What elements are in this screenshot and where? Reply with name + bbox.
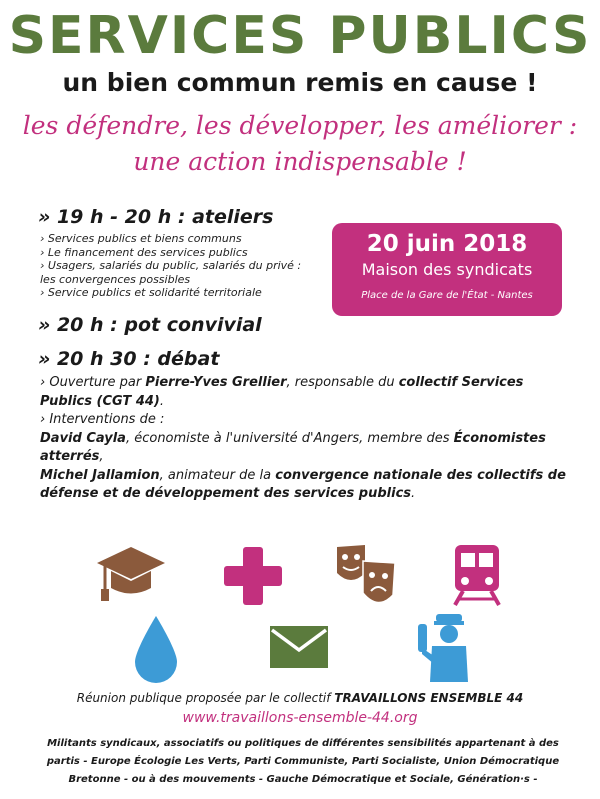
organization-name: collectif Services Publics (CGT 44)	[40, 375, 524, 409]
tagline-line-2: une action indispensable !	[133, 147, 467, 176]
speaker-name: Michel Jallamion	[40, 467, 160, 483]
program-opening: › Ouverture par Pierre-Yves Grellier, responsable du collectif Services Publics (CGT 44).	[40, 375, 524, 409]
organization-name: Économistes atterrés	[40, 430, 546, 464]
members-note: Militants syndicaux, associatifs ou politiques de différentes sensibilités appartenant à des partis - Europe Écologie Les Verts, Parti Communiste, Parti Socialiste, Union Démocratique Bretonne - ou à des mouvements - Gauche Démocratique et Sociale, Génération·s -	[46, 738, 560, 785]
tagline-line-1: les défendre, les développer, les améliorer :	[22, 111, 578, 140]
program-speaker-1: David Cayla, économiste à l'université d'Angers, membre des Économistes atterrés,	[40, 430, 546, 464]
graduation-cap-icon	[95, 543, 167, 608]
speaker-name: David Cayla	[40, 430, 126, 446]
list-item: › Services publics et biens communs	[40, 232, 242, 245]
event-date-box	[332, 223, 562, 316]
list-item: › Service publics et solidarité territoriale	[40, 286, 262, 299]
debate-program	[40, 374, 570, 504]
list-item: › Usagers, salariés du public, salariés du privé : les convergences possibles	[40, 259, 302, 286]
organization-name: convergence nationale des collectifs de défense et de développement des services publics	[40, 467, 566, 501]
water-drop-icon	[131, 614, 181, 684]
website-link[interactable]: www.travaillons-ensemble-44.org	[182, 710, 418, 726]
organizer-line: Réunion publique proposée par le collectif TRAVAILLONS ENSEMBLE 44	[76, 691, 524, 705]
mail-icon	[268, 624, 330, 670]
program-speaker-2: Michel Jallamion, animateur de la convergence nationale des collectifs de défense et de développement des services publics.	[40, 467, 566, 501]
list-item: › Le financement des services publics	[40, 245, 248, 259]
event-venue: Maison des syndicats	[361, 260, 533, 279]
page-title: SERVICES PUBLICS	[8, 6, 592, 66]
event-date: 20 juin 2018	[366, 231, 528, 257]
page-subtitle: un bien commun remis en cause !	[62, 68, 538, 97]
program-interventions-label: › Interventions de :	[40, 412, 165, 427]
health-cross-icon	[222, 545, 284, 607]
speaker-name: Pierre-Yves Grellier	[145, 375, 287, 390]
organizer-name: TRAVAILLONS ENSEMBLE 44	[334, 691, 524, 705]
theater-masks-icon	[335, 543, 397, 609]
police-officer-icon	[416, 612, 480, 684]
train-icon	[451, 543, 503, 609]
ateliers-list	[40, 232, 318, 300]
debat-heading: » 20 h 30 : débat	[38, 348, 220, 370]
event-place: Place de la Gare de l'État - Nantes	[361, 290, 533, 301]
pot-heading: » 20 h : pot convivial	[38, 314, 262, 336]
ateliers-heading: » 19 h - 20 h : ateliers	[38, 206, 274, 228]
